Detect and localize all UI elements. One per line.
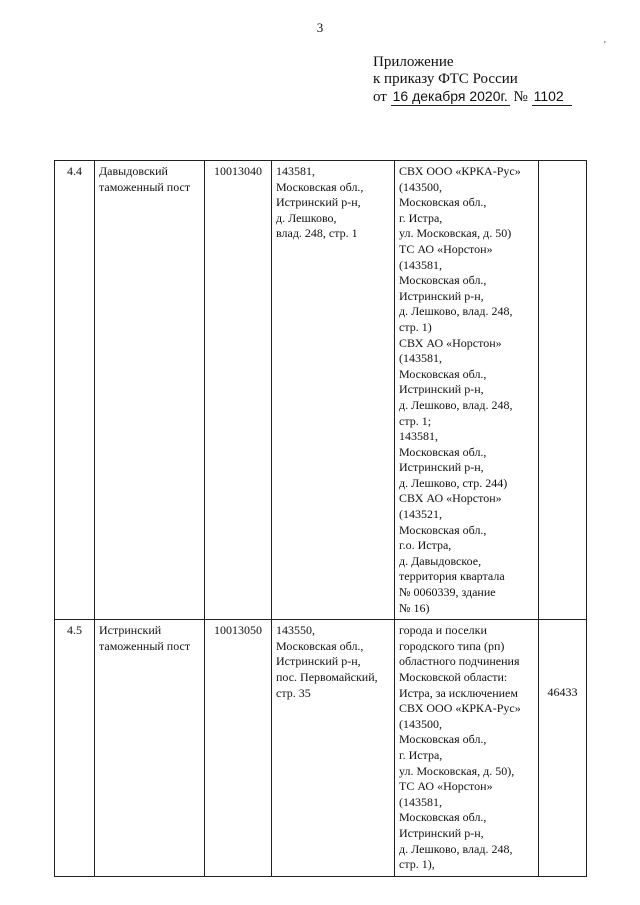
okato-value: 46433 bbox=[547, 685, 578, 700]
post-code: 10013050 bbox=[205, 620, 272, 877]
scan-mark: ' bbox=[604, 40, 606, 51]
post-code: 10013040 bbox=[205, 161, 272, 620]
appendix-date-line bbox=[373, 88, 603, 106]
post-name: Истринский таможенный пост bbox=[95, 620, 205, 877]
customs-posts-table bbox=[54, 160, 587, 877]
number-label: № bbox=[513, 89, 528, 105]
okato-code bbox=[539, 161, 587, 620]
post-address: 143550, Московская обл., Истринский р-н, пос. Первомайский, стр. 35 bbox=[272, 620, 395, 877]
table-row bbox=[55, 161, 587, 620]
row-number: 4.5 bbox=[55, 620, 95, 877]
appendix-order-ref: к приказу ФТС России bbox=[373, 71, 518, 87]
post-address: 143581, Московская обл., Истринский р-н, д. Лешково, влад. 248, стр. 1 bbox=[272, 161, 395, 620]
post-name: Давыдовский таможенный пост bbox=[95, 161, 205, 620]
page-number: 3 bbox=[316, 20, 324, 35]
date-prefix: от bbox=[373, 89, 387, 105]
jurisdiction-region: города и поселки городского типа (рп) областного подчинения Московской области: Истра, за исключением СВХ ООО «КРКА-Рус» (143500, Московская обл., г. Истра, ул. Московская, д. 50), ТС АО «Норстон» (143581, Московская обл., Истринский р-н, д. Лешково, влад. 248, стр. 1), bbox=[395, 620, 539, 877]
okato-code bbox=[539, 620, 587, 877]
table-row bbox=[55, 620, 587, 877]
row-number: 4.4 bbox=[55, 161, 95, 620]
jurisdiction-region: СВХ ООО «КРКА-Рус» (143500, Московская обл., г. Истра, ул. Московская, д. 50) ТС АО «Норстон» (143581, Московская обл., Истринский р-н, д. Лешково, влад. 248, стр. 1) СВХ АО «Норстон» (143581, Московская обл., Истринский р-н, д. Лешково, влад. 248, стр. 1; 143581, Московская обл., Истринский р-н, д. Лешково, стр. 244) СВХ АО «Норстон» (143521, Московская обл., г.о. Истра, д. Давыдовское, территория квартала № 0060339, здание № 16) bbox=[395, 161, 539, 620]
order-number: 1102 bbox=[532, 88, 572, 106]
appendix-header bbox=[373, 54, 603, 106]
order-date: 16 декабря 2020г. bbox=[392, 88, 508, 104]
appendix-title: Приложение bbox=[373, 54, 454, 70]
